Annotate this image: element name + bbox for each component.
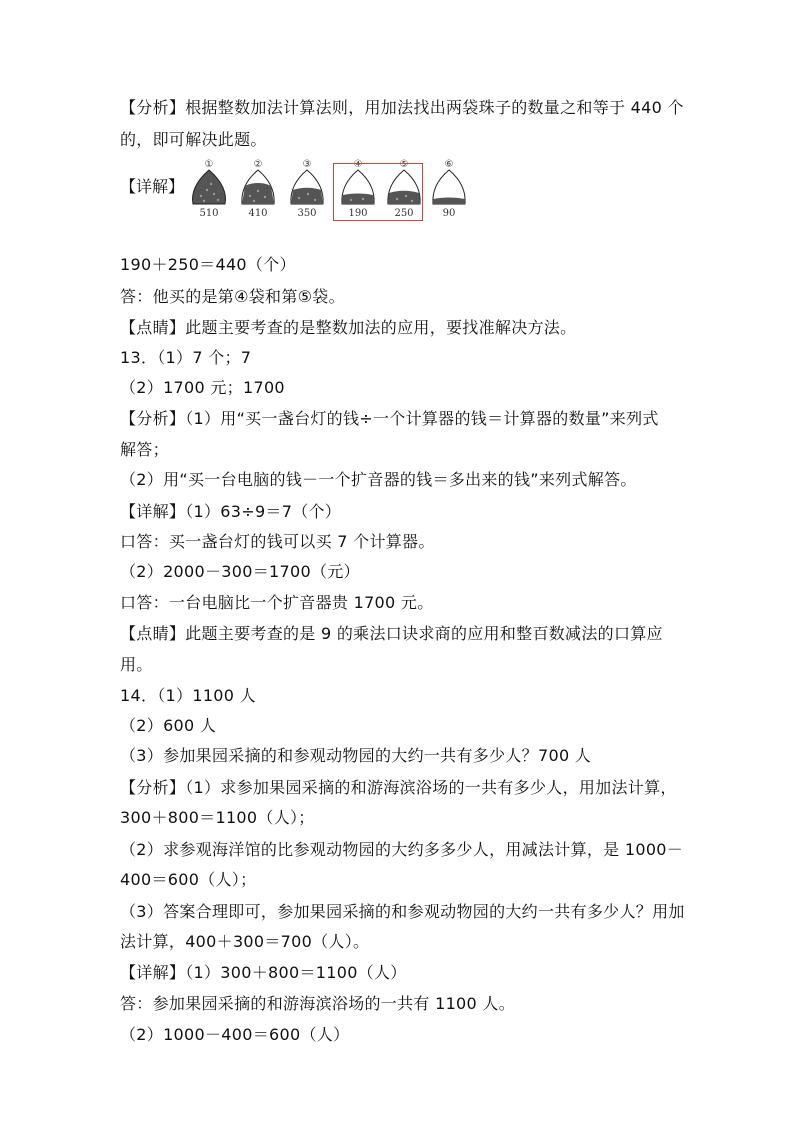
calc-line: 190＋250＝440（个）	[120, 255, 296, 274]
q13-part1: 13．（1）7 个；7	[120, 348, 252, 367]
bag-count: 190	[348, 208, 368, 219]
q14-detail-2: （2）1000－400＝600（人）	[120, 1025, 350, 1044]
analysis-line-2: 的，即可解决此题。	[120, 130, 267, 149]
q13-analysis-2: 解答；	[120, 440, 169, 459]
q13-comment-2: 用。	[120, 655, 153, 674]
bag-index: ⑤	[399, 159, 409, 170]
bead-bag-6	[427, 160, 471, 222]
q14-answer-1: 答：参加果园采摘的和游海滨浴场的一共有 1100 人。	[120, 994, 515, 1013]
bag-count: 510	[199, 208, 219, 219]
q14-analysis-2: 300＋800＝1100（人）；	[120, 808, 315, 827]
q13-detail-2: （2）2000－300＝1700（元）	[120, 562, 360, 581]
q14-part3: （3）参加果园采摘的和参观动物园的大约一共有多少人？700 人	[120, 746, 592, 765]
q14-part2: （2）600 人	[120, 716, 217, 735]
bag-count: 350	[297, 208, 317, 219]
bag-index: ③	[302, 159, 312, 170]
bag-index: ⑥	[444, 159, 454, 170]
bead-bag-2	[236, 160, 280, 222]
answer-highlight-box	[333, 163, 423, 221]
detail-label: 【详解】	[120, 177, 185, 196]
bag-index: ①	[204, 159, 214, 170]
bead-bag-3	[285, 160, 329, 222]
q14-analysis-5: （3）答案合理即可，参加果园采摘的和参观动物园的大约一共有多少人？用加	[120, 902, 685, 921]
bag-count: 250	[394, 208, 414, 219]
bead-bag-1	[187, 160, 231, 222]
bag-count: 90	[442, 208, 456, 219]
bag-count: 410	[248, 208, 268, 219]
q13-analysis-1: 【分析】（1）用“买一盏台灯的钱÷一个计算器的钱＝计算器的数量”来列式	[120, 409, 659, 428]
bag-index: ②	[253, 159, 263, 170]
q13-detail-1: 【详解】（1）63÷9＝7（个）	[120, 502, 342, 521]
q14-analysis-3: （2）求参观海洋馆的比参观动物园的大约多多少人，用减法计算，是 1000－	[120, 840, 684, 859]
q14-part1: 14．（1）1100 人	[120, 686, 256, 705]
analysis-line-1: 【分析】根据整数加法计算法则，用加法找出两袋珠子的数量之和等于 440 个	[120, 98, 684, 117]
bag-index: ④	[353, 159, 363, 170]
q13-analysis-3: （2）用“买一台电脑的钱－一个扩音器的钱＝多出来的钱”来列式解答。	[120, 470, 637, 489]
q14-detail-1: 【详解】（1）300＋800＝1100（人）	[120, 963, 407, 982]
q14-analysis-4: 400＝600（人）；	[120, 870, 257, 889]
q13-part2: （2）1700 元；1700	[120, 378, 285, 397]
comment-line: 【点睛】此题主要考查的是整数加法的应用，要找准解决方法。	[120, 318, 577, 337]
q13-comment-1: 【点睛】此题主要考查的是 9 的乘法口诀求商的应用和整百数减法的口算应	[120, 624, 663, 643]
q14-analysis-1: 【分析】（1）求参加果园采摘的和游海滨浴场的一共有多少人，用加法计算，	[120, 778, 677, 797]
q14-analysis-6: 法计算，400＋300＝700（人）。	[120, 932, 370, 951]
answer-line: 答：他买的是第④袋和第⑤袋。	[120, 287, 345, 306]
q13-answer-2: 口答：一台电脑比一个扩音器贵 1700 元。	[120, 593, 434, 612]
q13-answer-1: 口答：买一盏台灯的钱可以买 7 个计算器。	[120, 532, 435, 551]
